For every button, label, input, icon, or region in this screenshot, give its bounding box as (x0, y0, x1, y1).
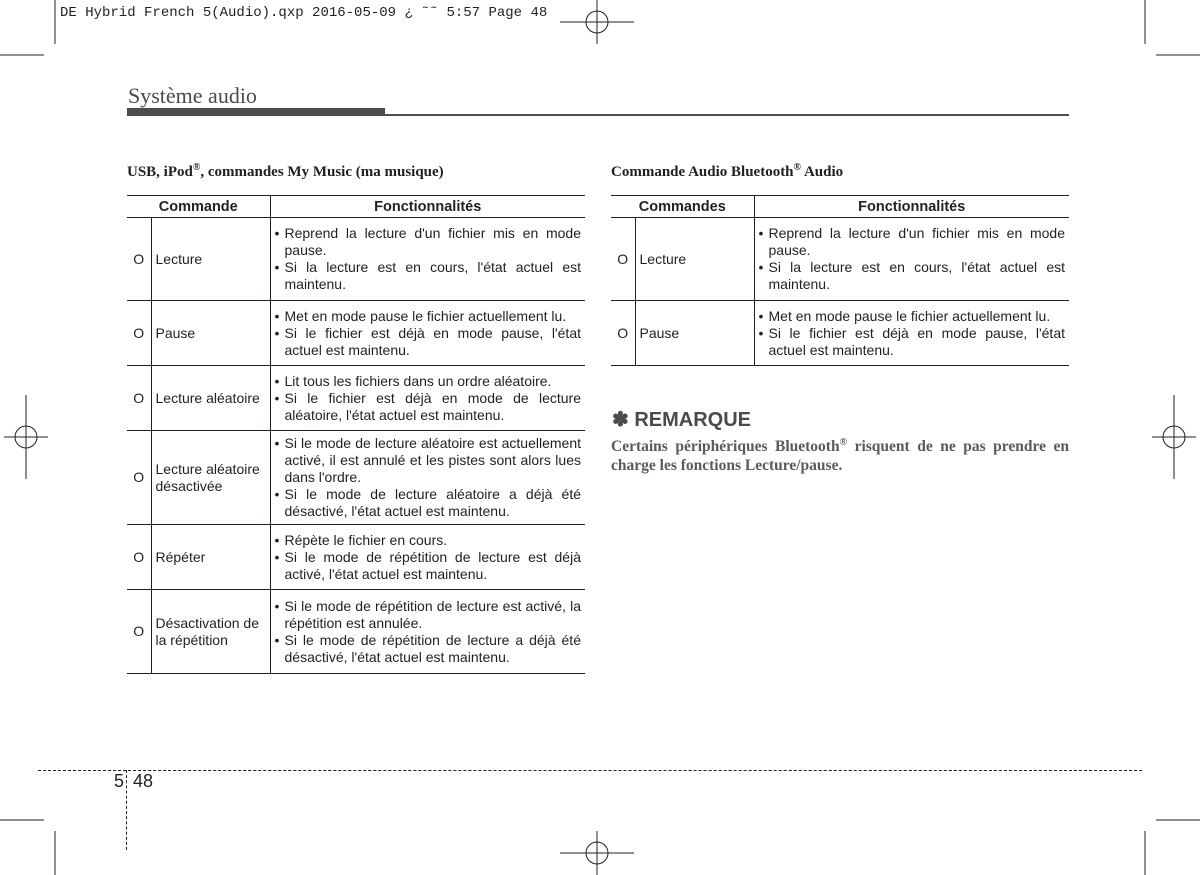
print-slug: DE Hybrid French 5(Audio).qxp 2016-05-09 ¿ ˜˜ 5:57 Page 48 (60, 5, 548, 21)
function-description (754, 218, 1069, 301)
bluetooth-heading (611, 162, 843, 181)
bluetooth-commands-table (611, 195, 1069, 366)
registered-mark: ® (793, 162, 802, 173)
heading-text: USB, iPod (127, 164, 193, 180)
table-row (127, 590, 585, 674)
bullet-item: • Si le mode de lecture aléatoire a déjà été désactivé, l'état actuel est maintenu. (275, 486, 582, 520)
row-icon: O (127, 301, 151, 366)
title-bar (127, 108, 385, 116)
usb-commands-table (127, 195, 585, 674)
title-rule (385, 114, 1069, 116)
bullet-item: • Si le mode de répétition de lecture est activé, la répétition est annulée. (275, 598, 582, 632)
bullet-item: • Si la lecture est en cours, l'état actuel est maintenu. (275, 259, 582, 293)
registration-mark-bottom (560, 831, 634, 875)
function-description (270, 431, 585, 525)
remark-text-part: Certains périphériques Bluetooth (611, 438, 840, 456)
bullet-item: • Met en mode pause le fichier actuellement lu. (759, 308, 1066, 325)
function-description (270, 366, 585, 431)
page-number-value: 48 (133, 771, 154, 791)
command-name: Lecture aléatoire désactivée (151, 431, 270, 525)
heading-text-rest: Audio (801, 164, 844, 180)
row-icon: O (611, 218, 635, 301)
heading-text-rest: , commandes My Music (ma musique) (200, 164, 444, 180)
asterisk-icon: ✽ (612, 409, 629, 431)
command-name: Pause (635, 301, 754, 366)
col-header-command: Commande (127, 196, 270, 218)
row-icon: O (127, 525, 151, 590)
footer-rule (38, 770, 1142, 771)
remark-label: REMARQUE (634, 409, 751, 431)
bullet-item: • Reprend la lecture d'un fichier mis en mode pause. (275, 225, 582, 259)
remark-text (611, 433, 1069, 475)
remark-text-part: risquent de ne pas prendre en charge les fonctions Lecture/pause. (611, 438, 1070, 475)
registered-mark: ® (192, 162, 201, 173)
command-name: Pause (151, 301, 270, 366)
bullet-item: • Si le mode de répétition de lecture est déjà activé, l'état actuel est maintenu. (275, 549, 582, 583)
registration-mark-top (560, 0, 634, 44)
command-name: Lecture (635, 218, 754, 301)
command-name: Répéter (151, 525, 270, 590)
bullet-item: • Si le mode de répétition de lecture a déjà été désactivé, l'état actuel est maintenu. (275, 632, 582, 666)
table-row (127, 431, 585, 525)
registered-mark: ® (839, 437, 848, 448)
section-title: Système audio (128, 83, 257, 108)
row-icon: O (127, 366, 151, 431)
registration-mark-right (1152, 395, 1196, 479)
registration-mark-left (4, 395, 48, 479)
bullet-item: • Si le fichier est déjà en mode pause, l'état actuel est maintenu. (759, 325, 1066, 359)
command-name: Lecture aléatoire (151, 366, 270, 431)
function-description (270, 301, 585, 366)
table-row (127, 366, 585, 431)
bullet-item: • Si la lecture est en cours, l'état actuel est maintenu. (759, 259, 1066, 293)
col-header-command: Commandes (611, 196, 754, 218)
table-row (127, 218, 585, 301)
row-icon: O (127, 590, 151, 674)
row-icon: O (127, 218, 151, 301)
table-row (611, 218, 1069, 301)
bullet-item: • Si le mode de lecture aléatoire est actuellement activé, il est annulé et les pistes sont alors lues dans l'ordre. (275, 435, 582, 486)
chapter-number: 5 (114, 771, 125, 791)
col-header-functions: Fonctionnalités (270, 196, 585, 218)
page-number (114, 771, 153, 792)
row-icon: O (611, 301, 635, 366)
function-description (270, 218, 585, 301)
bullet-item: • Répète le fichier en cours. (275, 532, 582, 549)
col-header-functions: Fonctionnalités (754, 196, 1069, 218)
command-name: Désactivation de la répétition (151, 590, 270, 674)
heading-text: Commande Audio Bluetooth (611, 164, 794, 180)
bullet-item: • Reprend la lecture d'un fichier mis en mode pause. (759, 225, 1066, 259)
usb-ipod-heading (127, 162, 444, 181)
command-name: Lecture (151, 218, 270, 301)
row-icon: O (127, 431, 151, 525)
bullet-item: • Lit tous les fichiers dans un ordre aléatoire. (275, 373, 582, 390)
function-description (270, 590, 585, 674)
bullet-item: • Si le fichier est déjà en mode pause, l'état actuel est maintenu. (275, 325, 582, 359)
table-row (127, 301, 585, 366)
function-description (754, 301, 1069, 366)
bullet-item: • Si le fichier est déjà en mode de lecture aléatoire, l'état actuel est maintenu. (275, 390, 582, 424)
function-description (270, 525, 585, 590)
table-row (611, 301, 1069, 366)
table-row (127, 525, 585, 590)
remark-title (612, 407, 751, 432)
bullet-item: • Met en mode pause le fichier actuellement lu. (275, 308, 582, 325)
